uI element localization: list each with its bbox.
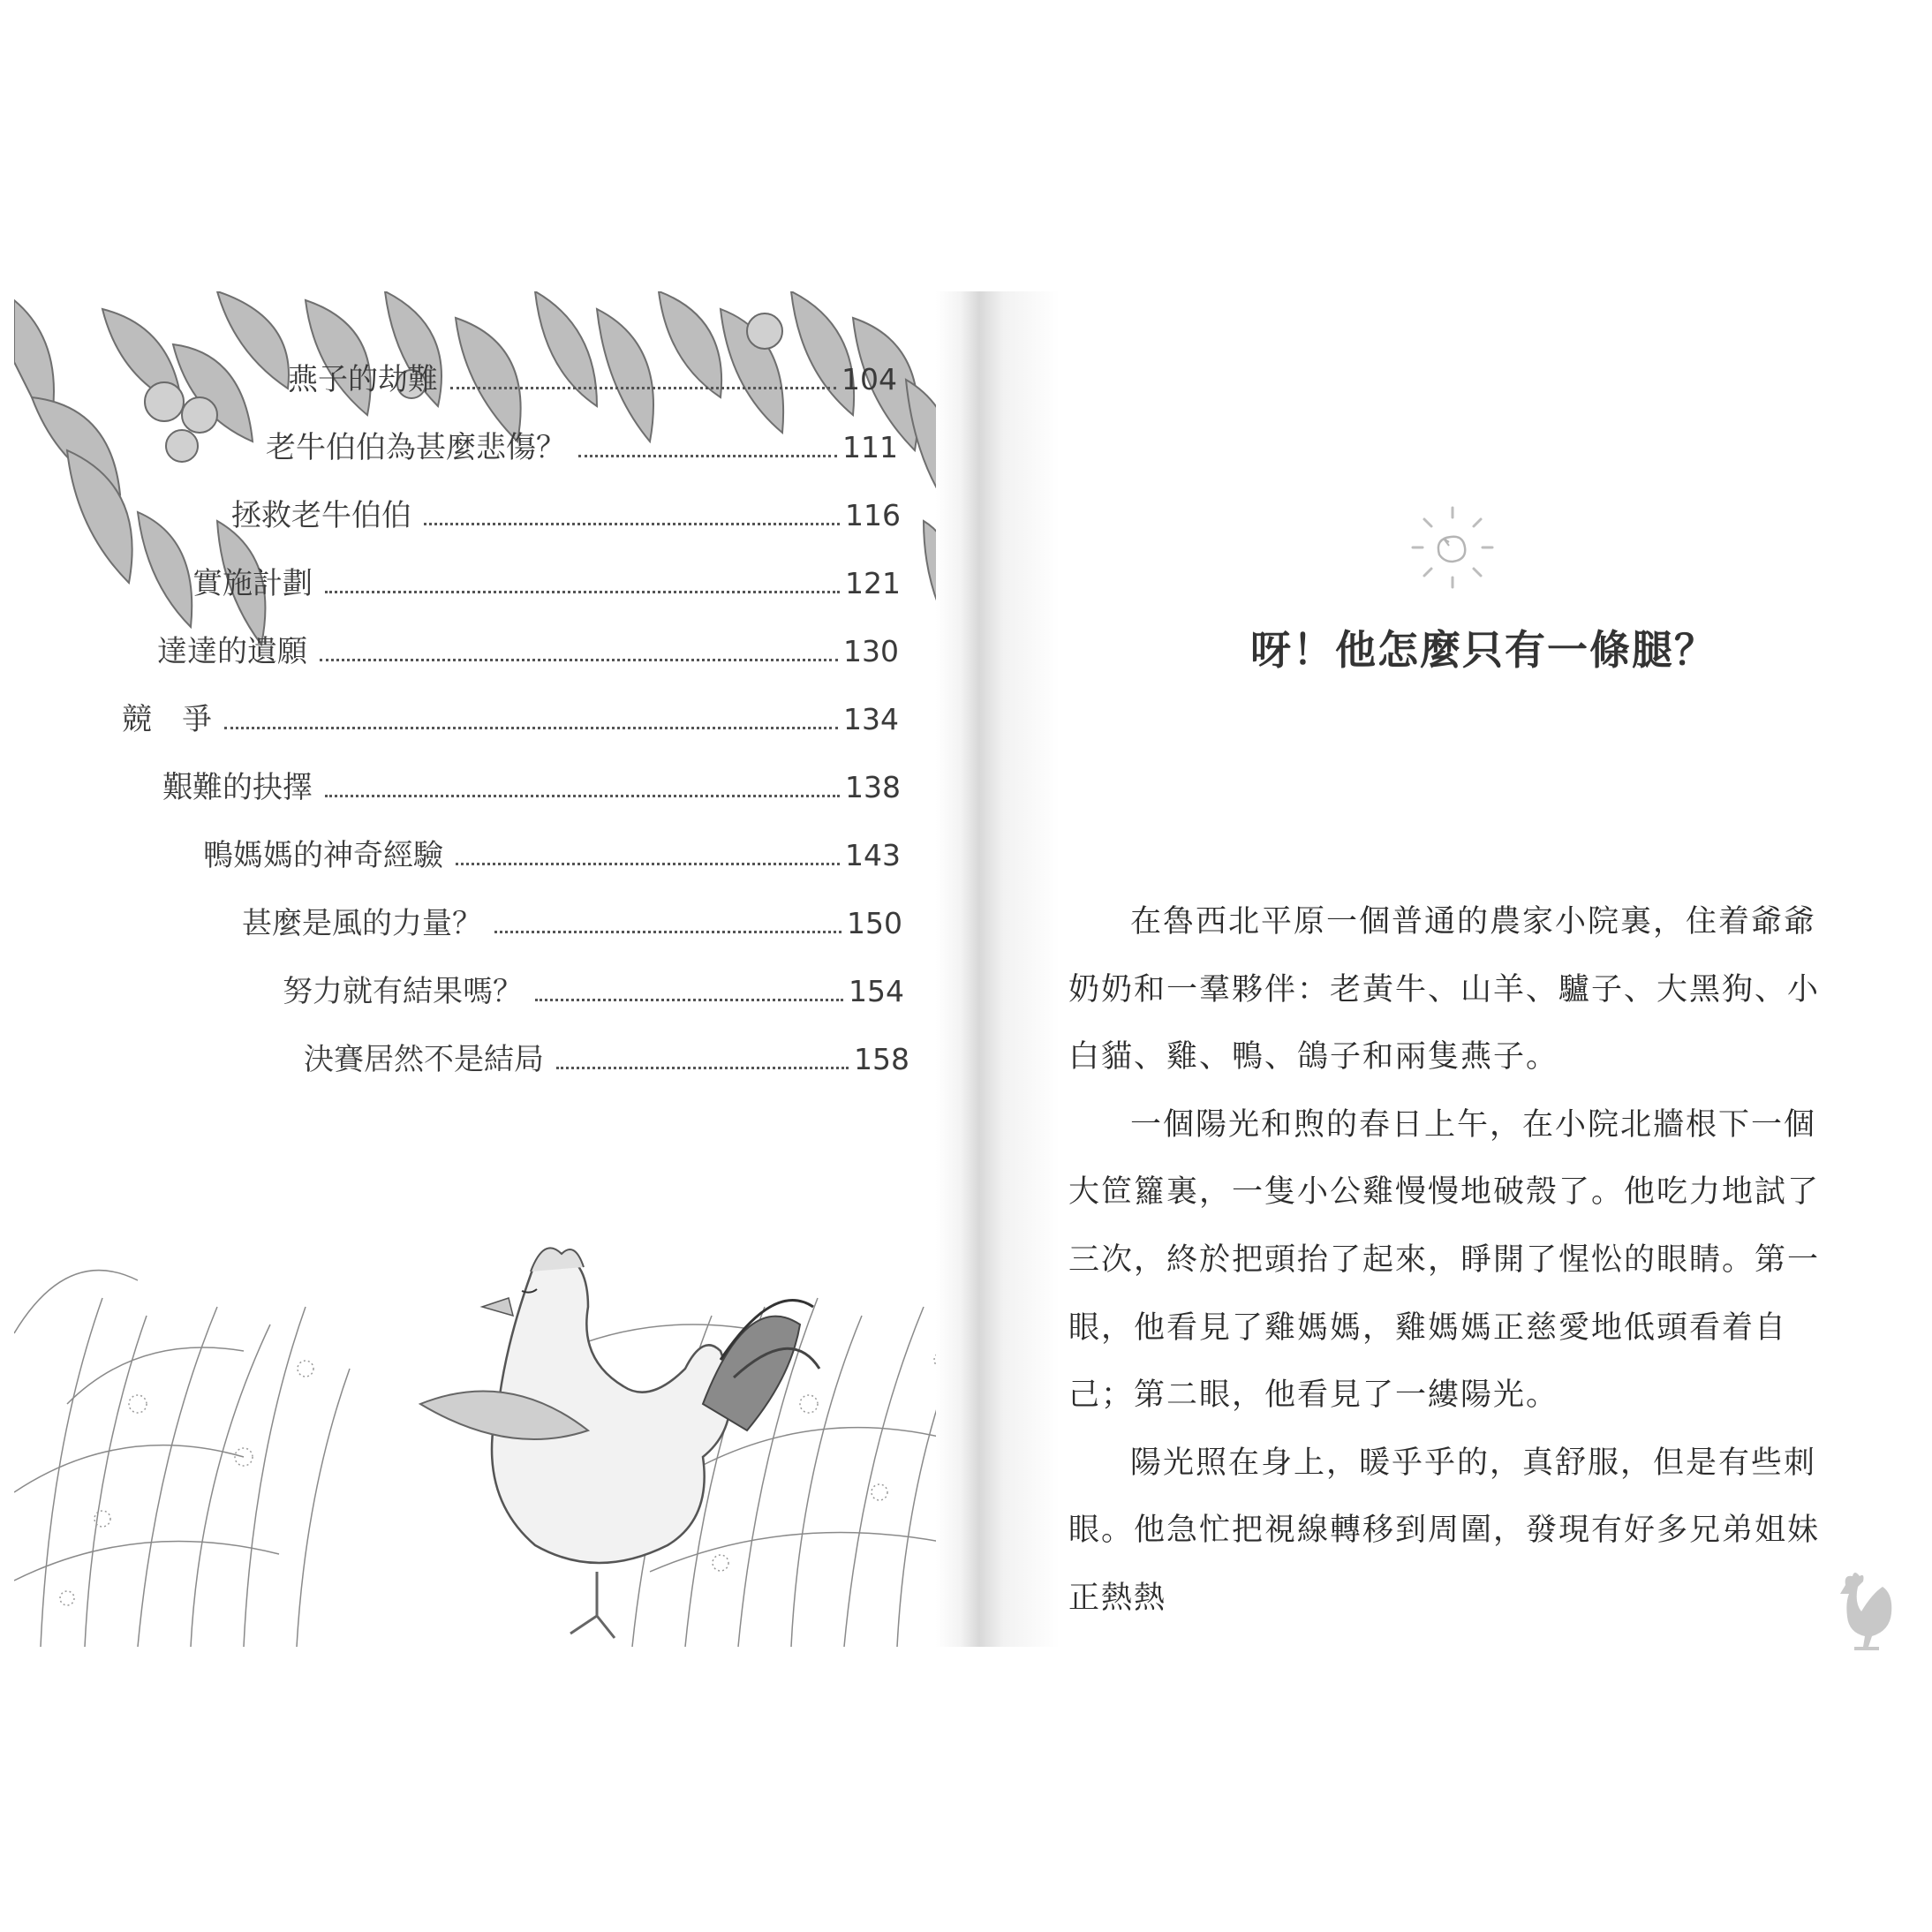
chapter-body: [1068, 888, 1845, 1633]
chick-sun-icon: [1408, 503, 1497, 592]
toc-entry-title: 艱難的抉擇: [162, 770, 313, 805]
toc-leader-dots: [456, 863, 840, 865]
leaves-illustration: [14, 291, 968, 662]
toc-leader-dots: [450, 387, 836, 389]
toc-entry-title: 競 爭: [122, 702, 212, 737]
rooster-illustration: [332, 1227, 826, 1642]
toc-entry-page: 158: [854, 1042, 909, 1076]
toc-entry-title: 努力就有結果嗎？: [283, 974, 523, 1009]
toc-entry[interactable]: [122, 695, 899, 738]
toc-entry-page: 104: [841, 362, 897, 396]
toc-leader-dots: [556, 1067, 849, 1069]
toc-entry-title: 決賽居然不是結局: [304, 1042, 544, 1077]
toc-entry[interactable]: [304, 1035, 909, 1078]
toc-entry-title: 老牛伯伯為甚麼悲傷？: [266, 430, 566, 465]
toc-leader-dots: [325, 795, 840, 797]
toc-entry[interactable]: [242, 899, 902, 942]
toc-entry-page: 116: [845, 498, 901, 532]
toc-entry[interactable]: [288, 355, 897, 398]
chapter-title: 呀！他怎麼只有一條腿？: [1250, 626, 1717, 674]
toc-leader-dots: [325, 591, 840, 593]
toc-entry-page: 134: [843, 702, 899, 736]
rooster-icon: [1828, 1567, 1898, 1656]
toc-entry-title: 拯救老牛伯伯: [231, 498, 411, 533]
toc-entry[interactable]: [283, 967, 904, 1010]
toc-entry[interactable]: [162, 763, 901, 806]
paragraph: 在魯西北平原一個普通的農家小院裏，住着爺爺奶奶和一羣夥伴：老黃牛、山羊、驢子、大黑狗、小白貓、雞、鴨、鴿子和兩隻燕子。: [1068, 904, 1821, 1075]
toc-entry-page: 143: [845, 838, 901, 872]
toc-entry-title: 實施計劃: [192, 566, 313, 601]
toc-entry[interactable]: [203, 831, 901, 874]
toc-entry-page: 138: [845, 770, 901, 804]
toc-leader-dots: [578, 455, 837, 457]
toc-leader-dots: [424, 523, 840, 525]
toc-entry-title: 燕子的劫難: [288, 362, 438, 397]
toc-entry-title: 甚麼是風的力量？: [242, 906, 482, 941]
paragraph: 一個陽光和煦的春日上午，在小院北牆根下一個大笸籮裏，一隻小公雞慢慢地破殼了。他吃力地試了三次，終於把頭抬了起來，睜開了惺忪的眼睛。第一眼，他看見了雞媽媽，雞媽媽正慈愛地低頭看着自己；第二眼，他看見了一縷陽光。: [1068, 1106, 1821, 1414]
toc-entry[interactable]: [192, 559, 901, 602]
toc-entry[interactable]: [266, 423, 898, 466]
toc-entry[interactable]: [157, 627, 899, 670]
toc-leader-dots: [224, 727, 838, 729]
toc-entry-page: 150: [847, 906, 902, 940]
toc-entry-title: 達達的遺願: [157, 634, 307, 669]
toc-entry[interactable]: [231, 491, 901, 534]
toc-entry-page: 130: [843, 634, 899, 668]
toc-leader-dots: [535, 999, 843, 1001]
toc-entry-page: 154: [849, 974, 904, 1008]
toc-leader-dots: [494, 931, 841, 933]
toc-entry-page: 121: [845, 566, 901, 600]
paragraph: 陽光照在身上，暖乎乎的，真舒服，但是有些刺眼。他急忙把視線轉移到周圍，發現有好多兄弟姐妹正熱熱: [1068, 1445, 1821, 1616]
toc-entry-title: 鴨媽媽的神奇經驗: [203, 838, 443, 873]
toc-entry-page: 111: [842, 430, 898, 464]
toc-page: [14, 291, 968, 1647]
book-gutter: [936, 291, 1060, 1647]
toc-leader-dots: [320, 659, 838, 661]
